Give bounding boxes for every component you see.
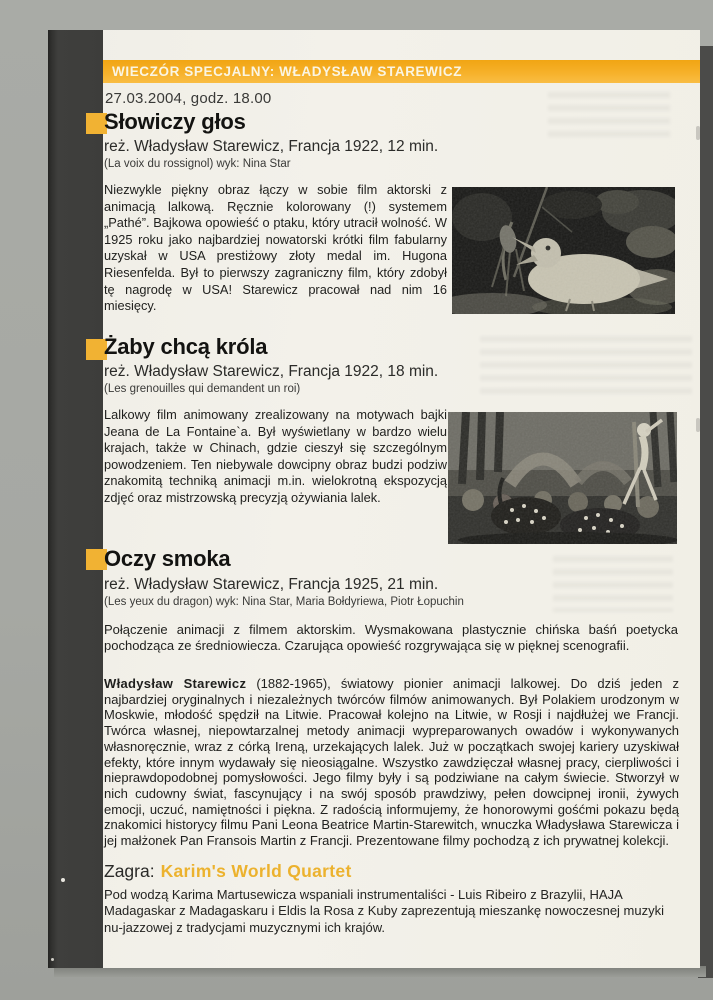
paper-speck [61, 878, 65, 882]
print-bleedthrough [548, 92, 670, 142]
binding-mark [696, 126, 700, 140]
section-header-bar [103, 60, 700, 83]
film-title-zaby-chca-krola: Żaby chcą króla [104, 334, 268, 359]
print-bleedthrough [480, 336, 692, 394]
director-biography [104, 676, 679, 849]
section-header-title: WIECZÓR SPECJALNY: WŁADYSŁAW STAREWICZ [112, 64, 463, 79]
program-page [48, 30, 700, 968]
film-description: Lalkowy film animowany zrealizowany na motywach bajki Jeana de La Fontaine`a. Był wyświetlany w bardzo wielu krajach, także w Chinach, gdzie cieszył się szczególnym powodzeniem. Ten niebywale dowcipny obraz budzi podziw znakomitą techniką animacji m.in. wielokrotną ekspozycją zdjęć oraz mistrzowską precyzją ożywiania lalek. [104, 407, 447, 505]
page-edge-shadow-right [698, 46, 713, 978]
binding-mark [696, 418, 700, 432]
film-description: Połączenie animacji z filmem aktorskim. Wysmakowana plastycznie chińska baśń poetycka pochodząca ze średniowiecza. Czarująca opowieść rozgrywająca się w pięknej scenografii. [104, 622, 678, 654]
film-credits: reż. Władysław Starewicz, Francja 1925, 21 min. [104, 576, 439, 593]
event-datetime: 27.03.2004, godz. 18.00 [105, 90, 272, 107]
concert-label: Zagra: [104, 861, 155, 881]
film-original-title: (Les yeux du dragon) wyk: Nina Star, Maria Bołdyriewa, Piotr Łopuchin [104, 596, 464, 608]
band-name: Karim's World Quartet [160, 861, 352, 881]
print-bleedthrough [553, 556, 673, 612]
film-title-slowiczy-glos: Słowiczy głos [104, 109, 246, 134]
director-name: Władysław Starewicz [104, 676, 247, 691]
film-still-slowiczy-glos [452, 187, 675, 314]
paper-speck [51, 958, 54, 961]
concert-heading [104, 861, 352, 882]
film-original-title: (La voix du rossignol) wyk: Nina Star [104, 158, 291, 170]
film-original-title: (Les grenouilles qui demandent un roi) [104, 383, 301, 395]
film-title-oczy-smoka: Oczy smoka [104, 546, 231, 571]
film-credits: reż. Władysław Starewicz, Francja 1922, 12 min. [104, 138, 439, 155]
film-description: Niezwykle piękny obraz łączy w sobie film aktorski z animacją lalkową. Ręcznie kolorowany (!) systemem „Pathé”. Bajkowa opowieść o ptaku, który utracił wolność. W 1925 roku jako najbardziej nowatorski krótki film fabularny uzyskał w USA prestiżowy złoty medal im. Hugona Riesenfelda. Był to pierwszy zagraniczny film, który zdobył tę nagrodę w USA! Starewicz pracował nad nim 16 miesięcy. [104, 182, 447, 314]
film-still-zaby-chca-krola [448, 412, 677, 544]
biography-text: (1882-1965), światowy pionier animacji lalkowej. Do dziś jeden z najbardziej oryginalnych i niezależnych twórców filmów animowanych. Był Polakiem urodzonym w Moskwie, młodość spędził na Litwie. Pracował kolejno na Litwie, w Rosji i najdłużej we Francji. Twórca własnej, niepowtarzalnej metody animacji wypreparowanych owadów i wykonywanych własnoręcznie, wraz z córką Ireną, urzekających lalek. Już w początkach swojej kariery uzyskiwał efekty, które innym wydawały się nieosiągalne. Wszystko zawdzięczał własnej pracy, cierpliwości i nieprawdopodobnej pomysłowości. Jego filmy były i są podziwiane na całym świecie. Stworzył w nich cudowny świat, fascynujący i na swój sposób prawdziwy, pełen dowcipnej ironii, żywych emocji, uczuć, namiętności i piękna. Z radością informujemy, że honorowymi gośćmi pokazu będą znakomici historycy filmu Pani Leona Beatrice Martin-Starewitch, wnuczka Władysława Starewicza i jej małżonek Pan Fransois Martin z Francji. Prezentowane filmy pochodzą z ich prywatnej kolekcji. [104, 676, 679, 849]
booklet-spine [48, 30, 103, 968]
film-credits: reż. Władysław Starewicz, Francja 1922, 18 min. [104, 363, 439, 380]
concert-description: Pod wodzą Karima Martusewicza wspaniali instrumentaliści - Luis Ribeiro z Brazylii, HAJA Madagaskar z Madagaskaru i Eldis la Rosa z Kuby zaprezentują mieszankę nowoczesnej muzyki nu-jazzowej z tradycjami muzycznymi ich krajów. [104, 887, 664, 935]
